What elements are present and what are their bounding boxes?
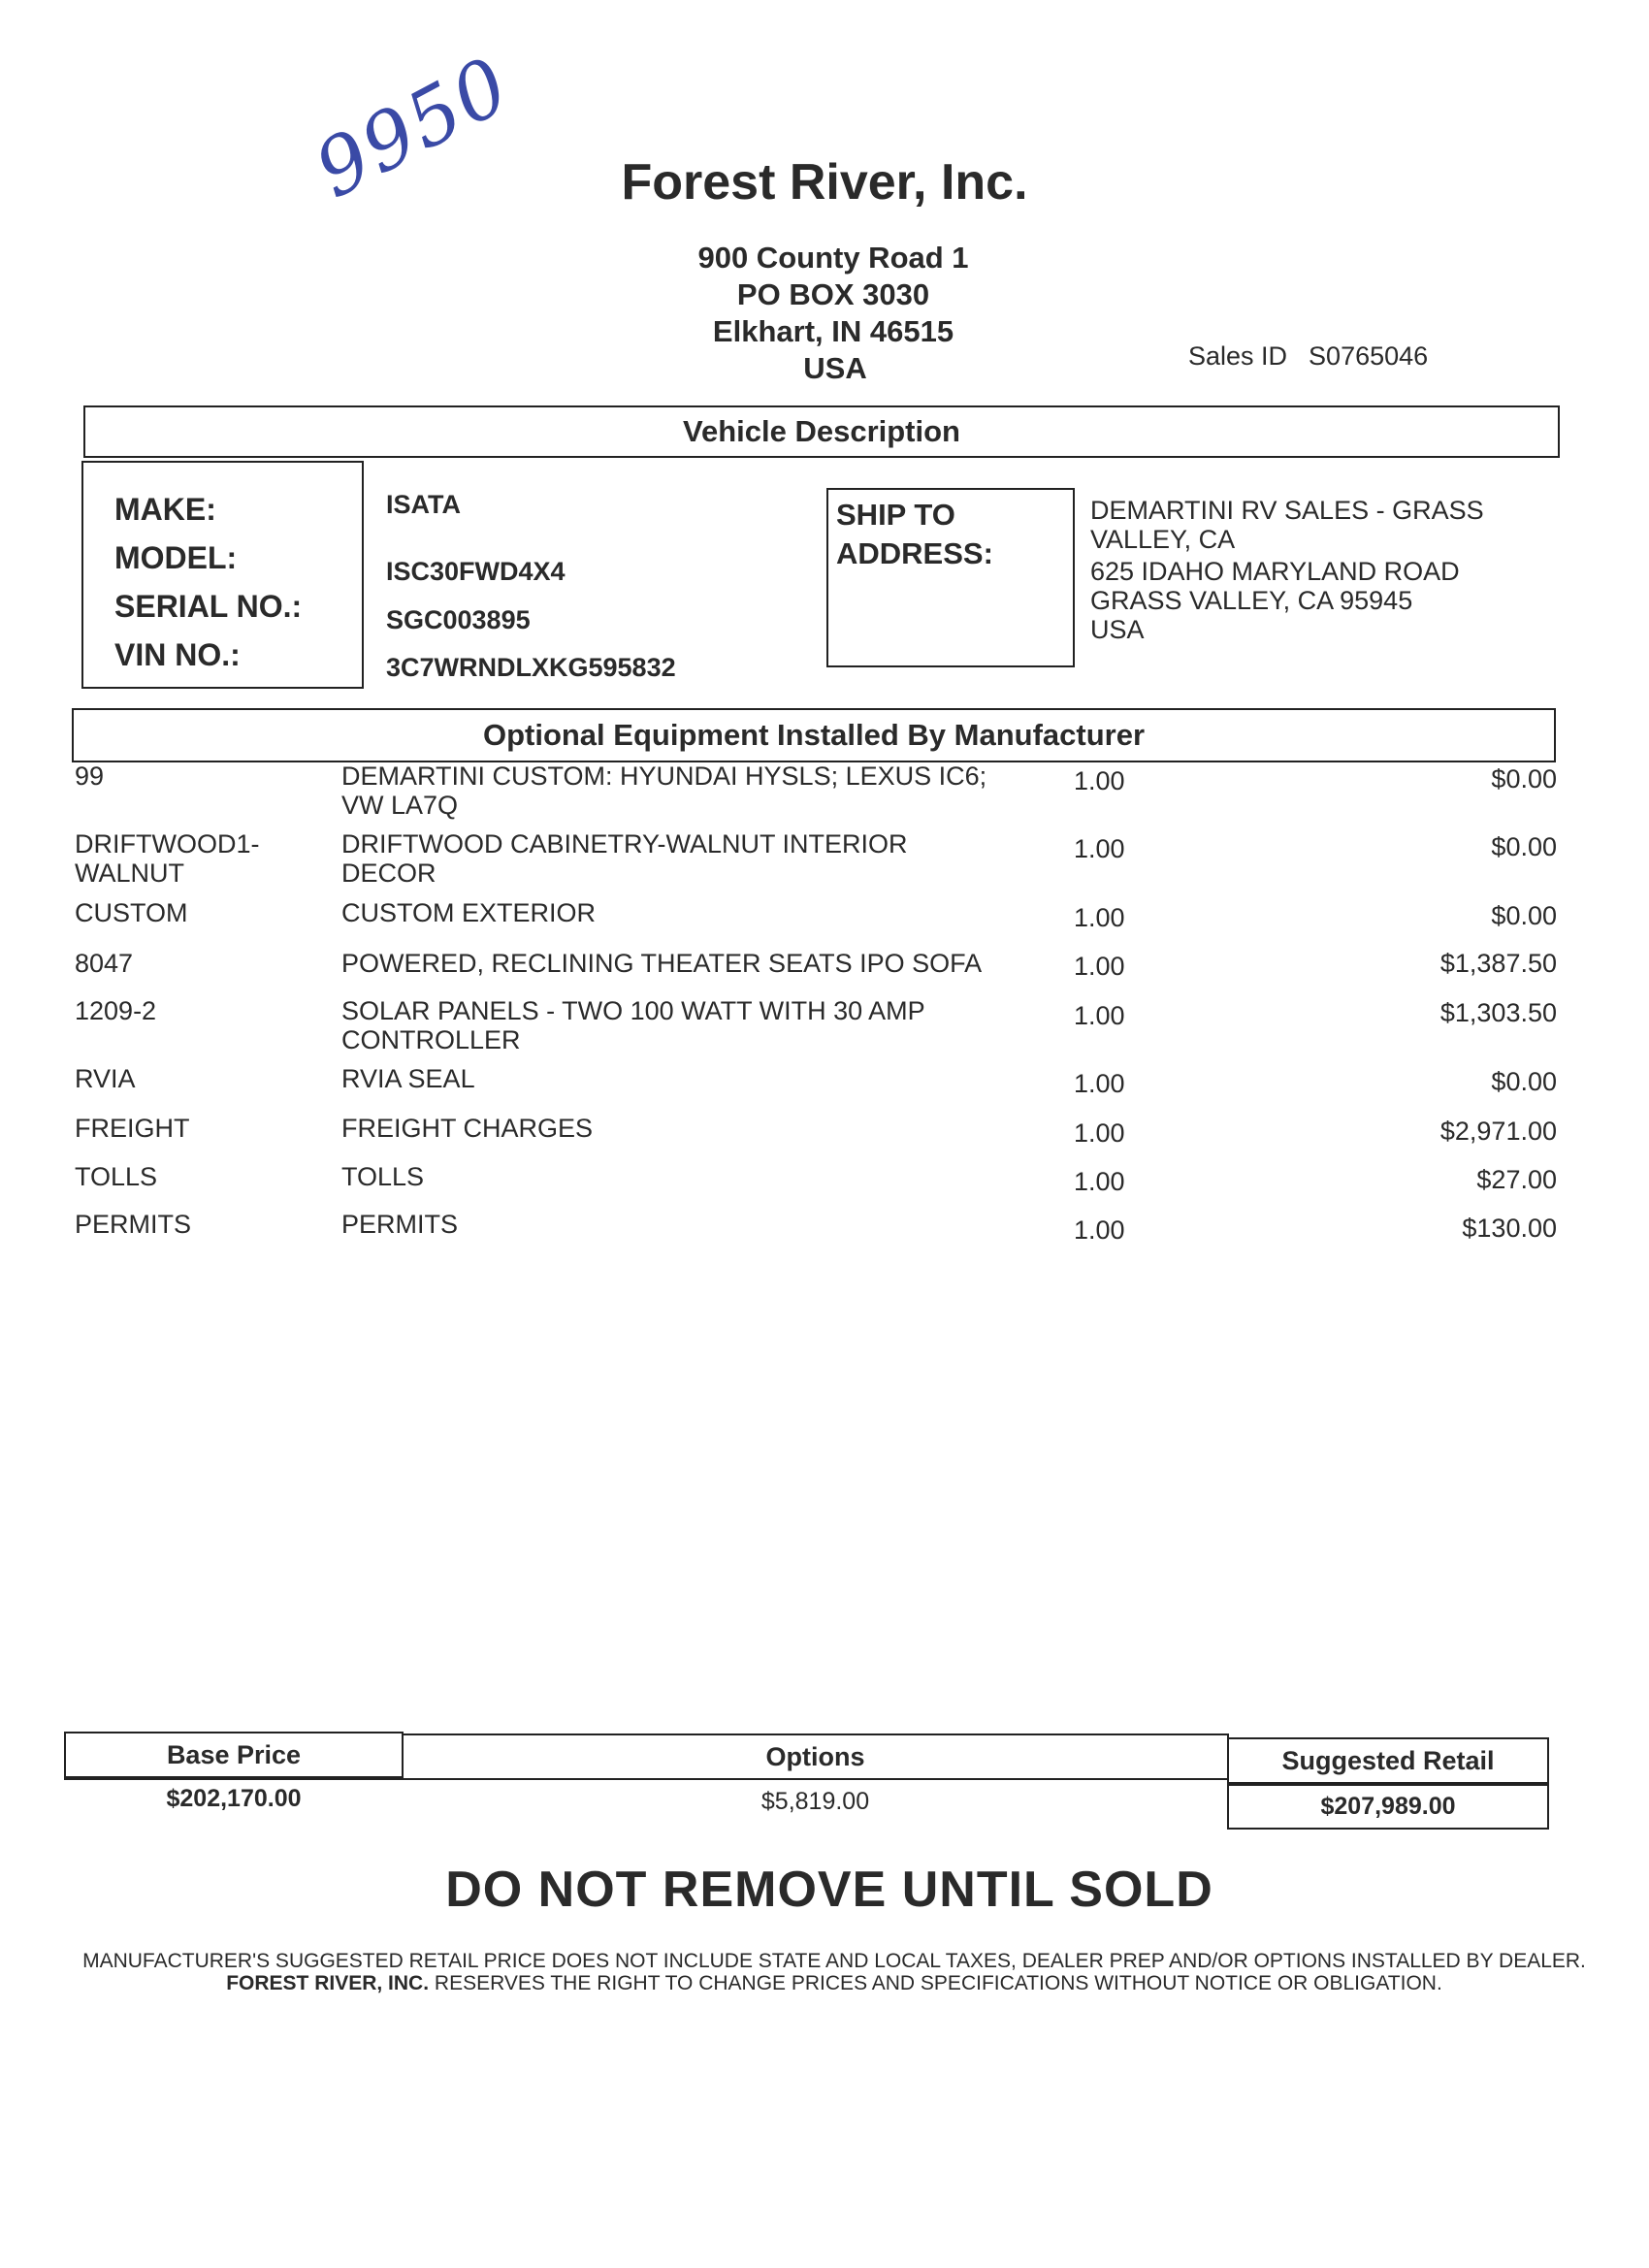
vin-label: VIN NO.: (114, 637, 241, 672)
suggested-retail-value: $207,989.00 (1320, 1793, 1456, 1820)
ship-to-box (826, 488, 1075, 667)
equipment-description: CUSTOM EXTERIOR (341, 898, 597, 927)
msrp-disclaimer (68, 1950, 1600, 1994)
sales-id-label: Sales ID (1188, 341, 1288, 371)
equipment-code: TOLLS (75, 1162, 158, 1191)
options-value: $5,819.00 (760, 1788, 870, 1815)
equipment-code: PERMITS (75, 1210, 192, 1239)
model-value: ISC30FWD4X4 (386, 557, 566, 586)
equipment-price: $27.00 (1476, 1165, 1557, 1194)
handwritten-note: 9950 (301, 39, 525, 216)
disclaimer-part-2: RESERVES THE RIGHT TO CHANGE PRICES AND SPECIFICATIONS WITHOUT NOTICE OR OBLIGATION. (434, 1972, 1442, 1994)
suggested-retail-value-cell (1227, 1784, 1549, 1830)
base-price-value: $202,170.00 (166, 1785, 302, 1812)
options-label: Options (765, 1742, 865, 1771)
equipment-code: 99 (75, 761, 105, 791)
equipment-quantity: 1.00 (1074, 1167, 1125, 1196)
suggested-retail-header-cell (1227, 1737, 1549, 1784)
do-not-remove-warning: DO NOT REMOVE UNTIL SOLD (445, 1862, 1213, 1918)
equipment-description: PERMITS (341, 1210, 459, 1239)
company-address-line-4: USA (803, 351, 867, 385)
company-address-line-1: 900 County Road 1 (697, 241, 969, 275)
equipment-description: RVIA SEAL (341, 1064, 475, 1093)
vehicle-description-header: Vehicle Description (83, 405, 1560, 458)
equipment-description: DRIFTWOOD CABINETRY-WALNUT INTERIOR DECOR (341, 829, 908, 888)
equipment-description: FREIGHT CHARGES (341, 1114, 594, 1143)
equipment-price: $0.00 (1491, 764, 1557, 794)
equipment-quantity: 1.00 (1074, 766, 1125, 795)
equipment-price: $1,387.50 (1439, 949, 1557, 978)
options-header-cell (402, 1733, 1229, 1780)
make-label: MAKE: (114, 492, 216, 527)
equipment-price: $2,971.00 (1439, 1117, 1557, 1146)
equipment-price: $130.00 (1462, 1214, 1557, 1243)
sales-id-value: S0765046 (1309, 341, 1429, 371)
base-price-header-cell (64, 1732, 404, 1778)
model-label: MODEL: (114, 540, 238, 575)
equipment-description: TOLLS (341, 1162, 425, 1191)
equipment-quantity: 1.00 (1074, 1118, 1125, 1148)
equipment-description: DEMARTINI CUSTOM: HYUNDAI HYSLS; LEXUS IC6; VW LA7Q (341, 761, 987, 820)
equipment-code: 1209-2 (75, 996, 157, 1025)
vehicle-labels-box (81, 461, 364, 689)
serial-value: SGC003895 (386, 605, 531, 634)
equipment-quantity: 1.00 (1074, 1001, 1125, 1030)
company-address-line-3: Elkhart, IN 46515 (712, 314, 954, 348)
optional-equipment-header: Optional Equipment Installed By Manufacturer (72, 708, 1556, 762)
equipment-code: CUSTOM (75, 898, 188, 927)
equipment-code: RVIA (75, 1064, 136, 1093)
equipment-quantity: 1.00 (1074, 952, 1125, 981)
ship-to-address-line-5: USA (1090, 615, 1145, 644)
ship-to-label-line-2: ADDRESS: (836, 536, 993, 570)
suggested-retail-label: Suggested Retail (1281, 1746, 1495, 1775)
ship-to-label-line-1: SHIP TO (836, 498, 955, 532)
sales-id (1188, 341, 1428, 372)
ship-to-address-line-2: VALLEY, CA (1090, 525, 1236, 554)
make-value: ISATA (386, 490, 461, 519)
equipment-price: $1,303.50 (1439, 998, 1557, 1027)
equipment-quantity: 1.00 (1074, 1069, 1125, 1098)
ship-to-address-line-4: GRASS VALLEY, CA 95945 (1090, 586, 1413, 615)
equipment-quantity: 1.00 (1074, 1215, 1125, 1245)
ship-to-address-line-1: DEMARTINI RV SALES - GRASS (1090, 496, 1484, 525)
vin-value: 3C7WRNDLXKG595832 (386, 653, 676, 682)
totals-divider (64, 1778, 1228, 1780)
equipment-code: FREIGHT (75, 1114, 190, 1143)
equipment-price: $0.00 (1491, 832, 1557, 861)
equipment-quantity: 1.00 (1074, 834, 1125, 863)
serial-label: SERIAL NO.: (114, 589, 303, 624)
equipment-description: POWERED, RECLINING THEATER SEATS IPO SOFA (341, 949, 983, 978)
equipment-price: $0.00 (1491, 901, 1557, 930)
equipment-code: 8047 (75, 949, 134, 978)
base-price-label: Base Price (166, 1740, 302, 1769)
disclaimer-company: FOREST RIVER, INC. (226, 1972, 430, 1994)
company-address-line-2: PO BOX 3030 (736, 277, 930, 311)
equipment-code: DRIFTWOOD1-WALNUT (75, 829, 260, 888)
company-name: Forest River, Inc. (621, 154, 1028, 211)
equipment-quantity: 1.00 (1074, 903, 1125, 932)
equipment-price: $0.00 (1491, 1067, 1557, 1096)
ship-to-address-line-3: 625 IDAHO MARYLAND ROAD (1090, 557, 1460, 586)
disclaimer-part-1: MANUFACTURER'S SUGGESTED RETAIL PRICE DOES NOT INCLUDE STATE AND LOCAL TAXES, DEALER PREP AND/OR OPTIONS INSTALLED BY DEALER. (82, 1950, 1586, 1972)
equipment-description: SOLAR PANELS - TWO 100 WATT WITH 30 AMP CONTROLLER (341, 996, 925, 1054)
